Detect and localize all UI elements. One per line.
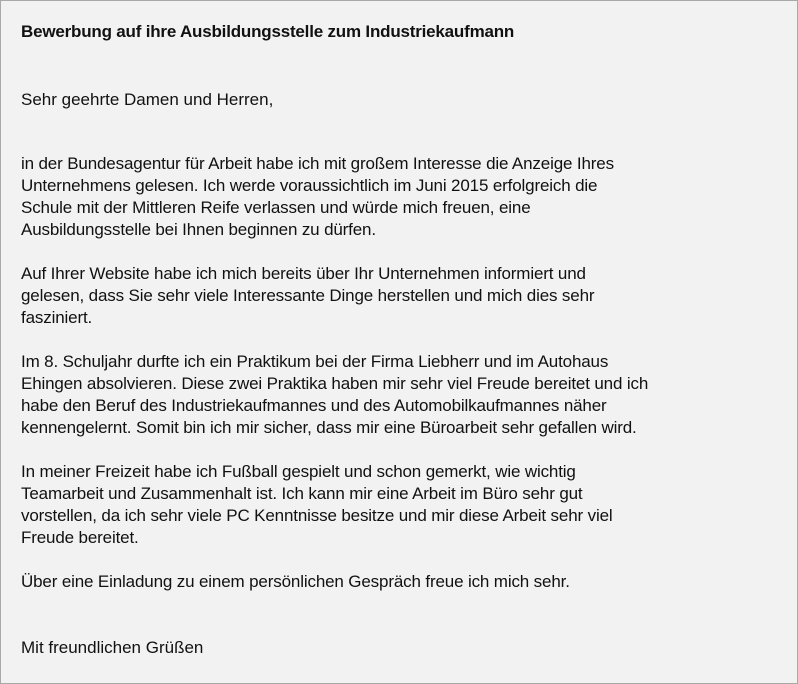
paragraph-line: Im 8. Schuljahr durfte ich ein Praktikum bei der Firma Liebherr und im Autohaus — [21, 352, 609, 371]
paragraph-line: Schule mit der Mittleren Reife verlassen und würde mich freuen, eine — [21, 198, 531, 217]
letter-subject: Bewerbung auf ihre Ausbildungsstelle zum Industriekaufmann — [21, 22, 515, 41]
paragraph-line: Teamarbeit und Zusammenhalt ist. Ich kann mir eine Arbeit im Büro sehr gut — [21, 484, 583, 503]
paragraph-line: Ehingen absolvieren. Diese zwei Praktika haben mir sehr viel Freude bereitet und ich — [21, 374, 649, 393]
letter-paragraph — [21, 351, 791, 439]
letter-salutation: Sehr geehrte Damen und Herren, — [21, 90, 274, 109]
paragraph-line: In meiner Freizeit habe ich Fußball gespielt und schon gemerkt, wie wichtig — [21, 462, 576, 481]
paragraph-line: Freude bereitet. — [21, 528, 139, 547]
letter-closing: Mit freundlichen Grüßen — [21, 638, 204, 657]
paragraph-line: Über eine Einladung zu einem persönlichen Gespräch freue ich mich sehr. — [21, 572, 570, 591]
paragraph-line: Ausbildungsstelle bei Ihnen beginnen zu dürfen. — [21, 220, 376, 239]
letter-paragraph — [21, 571, 791, 593]
letter-paragraph — [21, 461, 791, 549]
paragraph-line: Unternehmens gelesen. Ich werde voraussichtlich im Juni 2015 erfolgreich die — [21, 176, 598, 195]
paragraph-line: fasziniert. — [21, 308, 93, 327]
paragraph-line: vorstellen, da ich sehr viele PC Kenntnisse besitze und mir diese Arbeit sehr viel — [21, 506, 613, 525]
letter-body — [21, 153, 791, 615]
letter-paragraph — [21, 153, 791, 241]
paragraph-line: in der Bundesagentur für Arbeit habe ich mit großem Interesse die Anzeige Ihres — [21, 154, 614, 173]
paragraph-line: kennengelernt. Somit bin ich mir sicher, dass mir eine Büroarbeit sehr gefallen wird. — [21, 418, 637, 437]
paragraph-line: habe den Beruf des Industriekaufmannes und des Automobilkaufmannes näher — [21, 396, 607, 415]
paragraph-line: gelesen, dass Sie sehr viele Interessante Dinge herstellen und mich dies sehr — [21, 286, 595, 305]
paragraph-line: Auf Ihrer Website habe ich mich bereits über Ihr Unternehmen informiert und — [21, 264, 586, 283]
letter-paragraph — [21, 263, 791, 329]
